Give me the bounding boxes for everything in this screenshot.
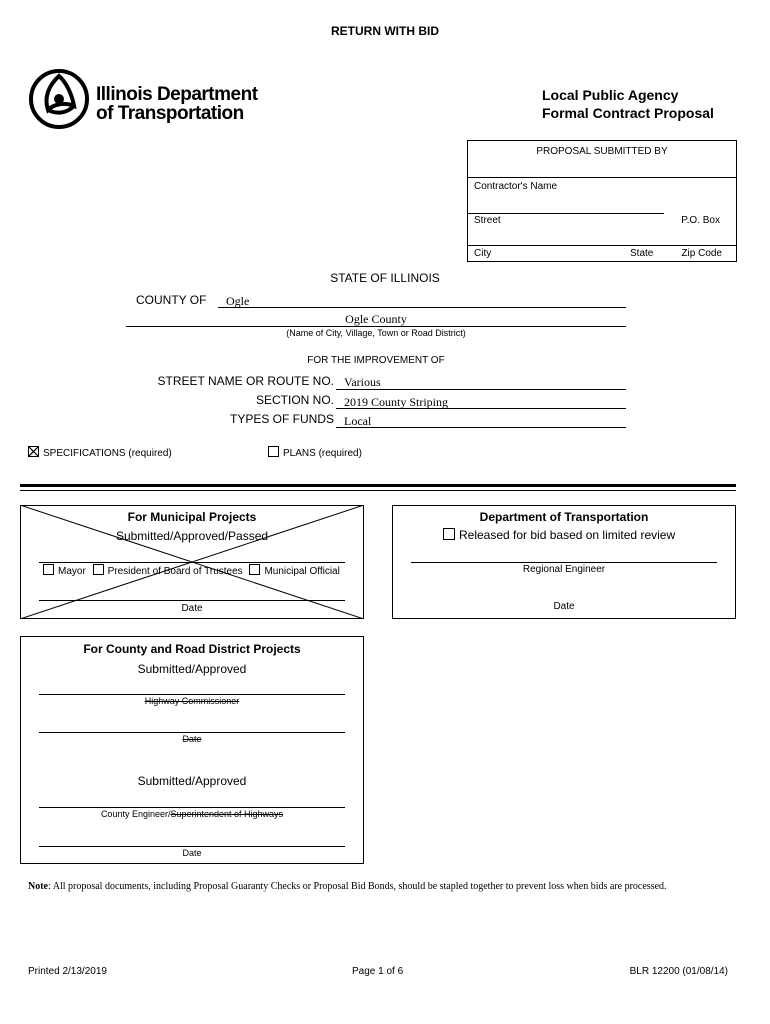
county-value[interactable]: Ogle [226,294,250,308]
county-subtitle-2: Submitted/Approved [137,774,247,788]
county-projects-box [20,636,364,864]
agency-name-line1: Illinois Department [96,84,258,105]
section-no-value[interactable]: 2019 County Striping [344,395,449,409]
municipal-subtitle: Submitted/Approved/Passed [115,529,269,543]
county-date-label-1: Date [182,734,202,744]
proposal-box-title: PROPOSAL SUBMITTED BY [536,146,668,157]
dot-date-label: Date [553,601,575,612]
contractor-name-label: Contractor's Name [474,181,558,192]
county-date-label-2: Date [182,848,202,858]
section-divider [20,484,736,491]
released-option[interactable] [443,528,675,542]
types-of-funds-value[interactable]: Local [344,414,372,428]
improvement-heading: FOR THE IMPROVEMENT OF [307,355,445,366]
note [28,880,728,894]
street-route-value[interactable]: Various [344,375,381,389]
idot-logo [28,68,90,130]
types-of-funds-label: TYPES OF FUNDS [229,412,334,426]
plans-option[interactable] [268,446,362,459]
agency-name-line2: of Transportation [96,103,244,124]
note-label: Note [28,881,48,892]
plans-checkbox[interactable] [268,446,279,457]
page-number: Page 1 of 6 [352,966,404,977]
city-caption: (Name of City, Village, Town or Road District) [286,328,466,338]
municipal-date-label: Date [181,603,203,614]
released-label: Released for bid based on limited review [459,528,676,542]
specifications-checkbox[interactable] [28,446,39,457]
form-number: BLR 12200 (01/08/14) [629,966,728,977]
street-label: Street [474,215,501,226]
checkmark-x-icon [29,447,38,456]
section-no-label: SECTION NO. [255,393,334,407]
president-checkbox[interactable] [93,564,104,575]
return-with-bid: RETURN WITH BID [331,24,439,38]
city-value[interactable]: Ogle County [345,312,407,326]
municipal-official-label: Municipal Official [264,566,340,577]
mayor-checkbox[interactable] [43,564,54,575]
president-label: President of Board of Trustees [107,566,243,577]
superintendent-label: Superintendent of Highways [170,809,284,819]
specifications-label: SPECIFICATIONS (required) [43,448,172,459]
county-engineer-prefix: County Engineer/ [100,809,171,819]
municipal-projects-box [20,505,364,619]
plans-label: PLANS (required) [283,448,362,459]
municipal-title: For Municipal Projects [127,510,257,524]
dot-box [392,505,736,619]
mayor-label: Mayor [58,566,86,577]
printed-date: Printed 2/13/2019 [28,966,107,977]
county-label: COUNTY OF [136,293,207,307]
idot-emblem-icon [28,68,90,130]
municipal-signers [43,564,340,577]
released-checkbox[interactable] [443,528,455,540]
municipal-official-checkbox[interactable] [249,564,260,575]
city-label: City [474,248,492,259]
county-engineer-label [21,809,363,819]
po-box-label: P.O. Box [681,215,720,226]
highway-commissioner-label: Highway Commissioner [144,696,240,706]
regional-engineer-label: Regional Engineer [522,564,606,575]
dot-title: Department of Transportation [479,510,649,524]
specifications-option[interactable] [28,446,172,459]
county-title: For County and Road District Projects [83,642,301,656]
doc-title-line2: Formal Contract Proposal [542,105,714,121]
note-text: : All proposal documents, including Proposal Guaranty Checks or Proposal Bid Bonds, should be stapled together to prevent loss when bids are processed. [48,881,667,892]
state-label: State [630,248,654,259]
zip-label: Zip Code [681,248,722,259]
county-subtitle-1: Submitted/Approved [137,662,247,676]
doc-title-line1: Local Public Agency [542,87,679,103]
state-heading: STATE OF ILLINOIS [330,271,440,285]
street-route-label: STREET NAME OR ROUTE NO. [157,374,334,388]
proposal-submitted-box [467,140,737,262]
